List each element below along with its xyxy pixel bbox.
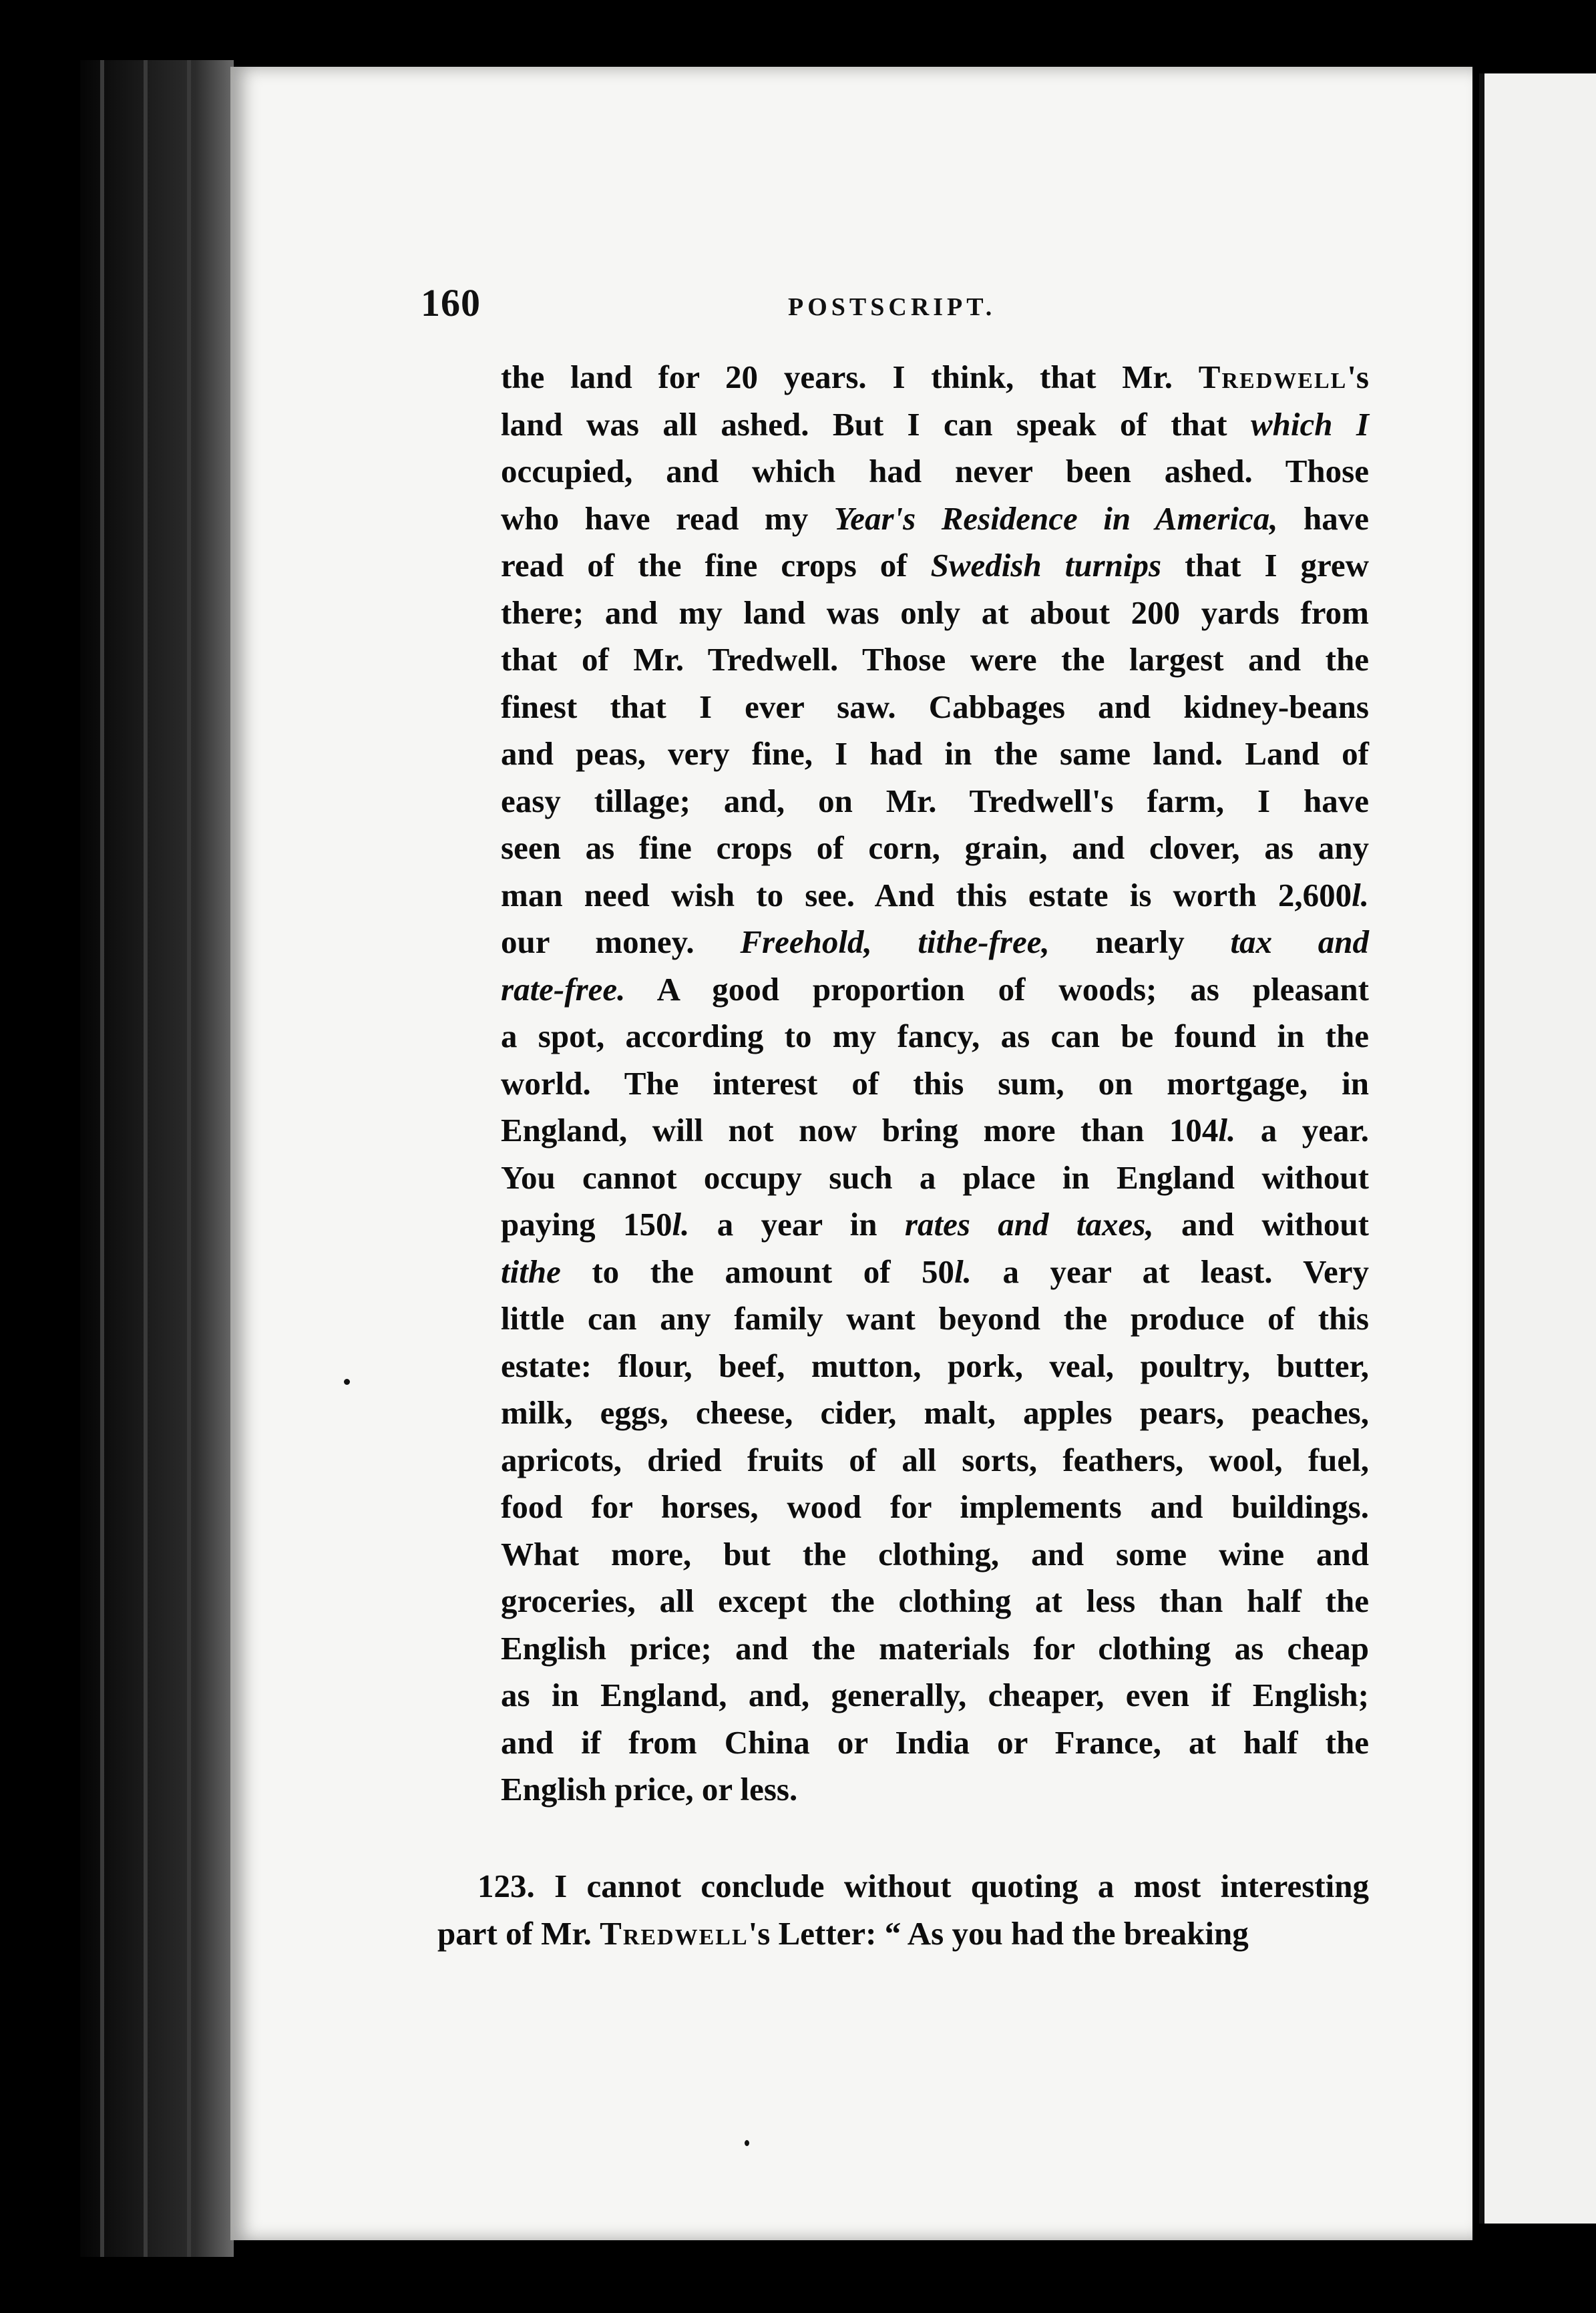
small-caps-name: Tredwell: [1198, 359, 1348, 395]
italic-text: rates and taxes,: [904, 1206, 1154, 1243]
running-head: [421, 280, 1369, 334]
text-line: the land for 20 years. I think, that Mr. Tredwell's: [501, 359, 1369, 395]
italic-text: l.: [1352, 876, 1369, 913]
text-line: land was all ashed. But I can speak of that which I: [501, 405, 1369, 443]
italic-text: rate-free.: [501, 970, 626, 1008]
text-line: part of Mr. Tredwell's Letter: “ As you had the breaking: [437, 1914, 1249, 1952]
italic-text: l.: [672, 1206, 690, 1243]
facing-page-edge: [1479, 73, 1596, 2224]
italic-text: tax and: [1230, 923, 1369, 960]
text-line: rate-free. A good proportion of woods; as pleasant: [501, 970, 1369, 1008]
section-title: POSTSCRIPT.: [788, 293, 996, 321]
text-line: who have read my Year's Residence in America, have: [501, 499, 1370, 537]
binding-stripe: [144, 60, 148, 2257]
text-line: easy tillage; and, on Mr. Tredwell's farm, I have: [501, 782, 1369, 819]
text-line: milk, eggs, cheese, cider, malt, apples pears, peaches,: [501, 1394, 1369, 1431]
text-line: and if from China or India or France, at half the: [501, 1723, 1369, 1761]
text-line: estate: flour, beef, mutton, pork, veal, poultry, butter,: [501, 1347, 1369, 1384]
text-line: England, will not now bring more than 104l. a year.: [501, 1112, 1370, 1148]
text-line: English price; and the materials for clothing as cheap: [501, 1629, 1369, 1667]
text-line: man need wish to see. And this estate is worth 2,600l.: [501, 876, 1369, 913]
text-line: world. The interest of this sum, on mortgage, in: [501, 1064, 1369, 1102]
text-line: seen as fine crops of corn, grain, and clover, as any: [501, 829, 1369, 866]
small-caps-name: Tredwell: [600, 1914, 749, 1952]
italic-text: l.: [954, 1253, 972, 1290]
text-line: read of the fine crops of Swedish turnips that I grew: [501, 547, 1370, 584]
italic-text: Year's Residence in America,: [833, 499, 1278, 537]
text-line: groceries, all except the clothing at less than half the: [501, 1583, 1369, 1619]
italic-text: Swedish turnips: [930, 547, 1162, 584]
text-line: and peas, very fine, I had in the same land. Land of: [501, 735, 1369, 772]
italic-text: l.: [1218, 1112, 1236, 1148]
ink-speck: [745, 2140, 749, 2146]
binding-stripe: [100, 60, 104, 2257]
body-paragraph: [501, 354, 1369, 1814]
text-line: paying 150l. a year in rates and taxes, and without: [501, 1206, 1369, 1243]
binding-stripe: [187, 60, 191, 2257]
text-line: apricots, dried fruits of all sorts, feathers, wool, fuel,: [501, 1441, 1369, 1478]
text-line: occupied, and which had never been ashed. Those: [501, 453, 1369, 489]
page-number: 160: [421, 281, 481, 325]
text-line: English price, or less.: [501, 1771, 798, 1808]
text-line: there; and my land was only at about 200 yards from: [501, 594, 1369, 631]
italic-text: tithe: [501, 1253, 561, 1290]
text-line: tithe to the amount of 50l. a year at least. Very: [501, 1253, 1369, 1290]
text-line: 123. I cannot conclude without quoting a most interesting: [477, 1868, 1369, 1904]
text-line: a spot, according to my fancy, as can be found in the: [501, 1018, 1369, 1054]
book-binding-edge: [80, 60, 234, 2257]
text-line: food for horses, wood for implements and buildings.: [501, 1488, 1369, 1525]
italic-text: Freehold, tithe-free,: [740, 923, 1050, 960]
ink-speck: [344, 1379, 350, 1385]
text-line: finest that I ever saw. Cabbages and kidney-beans: [501, 688, 1369, 725]
numbered-paragraph: [437, 1863, 1369, 1957]
text-line: What more, but the clothing, and some wine and: [501, 1535, 1369, 1572]
italic-text: which I: [1251, 405, 1369, 443]
text-line: our money. Freehold, tithe-free, nearly tax and: [501, 923, 1369, 960]
text-line: little can any family want beyond the produce of this: [501, 1300, 1369, 1337]
text-line: that of Mr. Tredwell. Those were the largest and the: [501, 641, 1369, 678]
text-line: You cannot occupy such a place in England without: [501, 1159, 1369, 1196]
text-line: as in England, and, generally, cheaper, even if English;: [501, 1677, 1369, 1713]
